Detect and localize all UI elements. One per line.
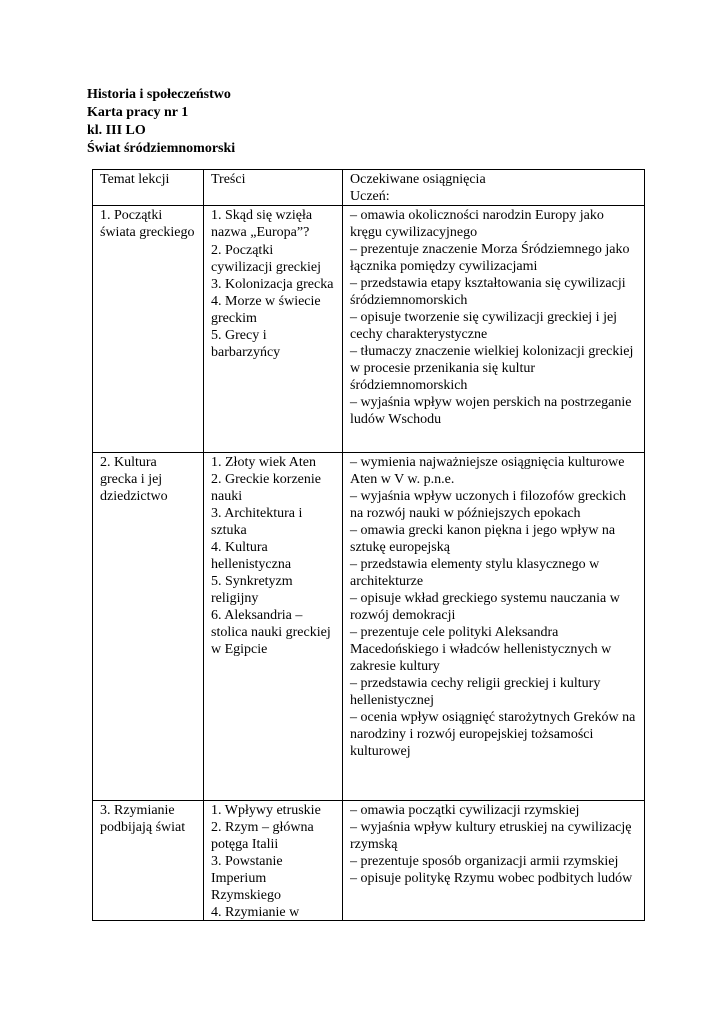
outcome-item: – przedstawia cechy religii greckiej i kultury hellenistycznej xyxy=(350,676,601,708)
content-item: 4. Rzymianie w xyxy=(211,905,300,920)
content-item: 2. Początki cywilizacji greckiej xyxy=(211,243,321,275)
contents-clip xyxy=(211,802,336,920)
document-header xyxy=(87,86,235,158)
class-level: kl. III LO xyxy=(87,123,146,138)
outcome-item: – omawia początki cywilizacji rzymskiej xyxy=(350,803,580,818)
outcome-item: – wyjaśnia wpływ kultury etruskiej na cywilizację rzymską xyxy=(350,820,632,852)
topic-cell: 2. Kultura grecka i jej dziedzictwo xyxy=(93,453,204,801)
outcomes-header-student: Uczeń: xyxy=(350,189,390,204)
content-item: 1. Skąd się wzięła nazwa „Europa”? xyxy=(211,208,313,240)
table-row xyxy=(93,453,645,801)
column-header-topic: Temat lekcji xyxy=(93,170,204,206)
outcome-item: – opisuje politykę Rzymu wobec podbitych ludów xyxy=(350,871,633,886)
content-item: 6. Aleksandria – stolica nauki greckiej w Egipcie xyxy=(211,608,331,657)
subject-title: Historia i społeczeństwo xyxy=(87,87,231,102)
worksheet-number: Karta pracy nr 1 xyxy=(87,105,189,120)
outcome-item: – przedstawia elementy stylu klasycznego w architekturze xyxy=(350,557,600,589)
contents-cell xyxy=(204,453,343,801)
topic-cell: 1. Początki świata greckiego xyxy=(93,206,204,453)
outcome-item: – opisuje wkład greckiego systemu nauczania w rozwój demokracji xyxy=(350,591,620,623)
outcome-item: – prezentuje sposób organizacji armii rzymskiej xyxy=(350,854,619,869)
content-item: 4. Morze w świecie greckim xyxy=(211,294,321,326)
column-header-outcomes xyxy=(343,170,645,206)
content-item: 5. Grecy i barbarzyńcy xyxy=(211,328,281,360)
outcomes-cell xyxy=(343,801,645,921)
contents-cell xyxy=(204,801,343,921)
outcome-item: – wymienia najważniejsze osiągnięcia kulturowe Aten w V w. p.n.e. xyxy=(350,455,625,487)
table-row xyxy=(93,801,645,921)
table-header-row xyxy=(93,170,645,206)
content-item: 4. Kultura hellenistyczna xyxy=(211,540,292,572)
column-header-contents: Treści xyxy=(204,170,343,206)
outcome-item: – wyjaśnia wpływ wojen perskich na postrzeganie ludów Wschodu xyxy=(350,395,632,427)
content-item: 3. Architektura i sztuka xyxy=(211,506,303,538)
content-item: 1. Złoty wiek Aten xyxy=(211,455,316,470)
outcomes-cell xyxy=(343,206,645,453)
outcome-item: – wyjaśnia wpływ uczonych i filozofów greckich na rozwój nauki w późniejszych epokach xyxy=(350,489,627,521)
outcome-item: – omawia grecki kanon piękna i jego wpływ na sztukę europejską xyxy=(350,523,616,555)
content-item: 3. Powstanie Imperium Rzymskiego xyxy=(211,854,283,903)
outcome-item: – ocenia wpływ osiągnięć starożytnych Greków na narodziny i rozwój europejskiej tożsamości kulturowej xyxy=(350,710,636,759)
topic-cell: 3. Rzymianie podbijają świat xyxy=(93,801,204,921)
lesson-plan-table xyxy=(92,169,645,921)
outcomes-cell xyxy=(343,453,645,801)
outcomes-header-line: Oczekiwane osiągnięcia xyxy=(350,172,486,187)
outcomes-clip xyxy=(350,802,638,887)
outcome-item: – prezentuje znaczenie Morza Śródziemnego jako łącznika pomiędzy cywilizacjami xyxy=(350,242,630,274)
outcome-item: – przedstawia etapy kształtowania się cywilizacji śródziemnomorskich xyxy=(350,276,626,308)
content-item: 5. Synkretyzm religijny xyxy=(211,574,293,606)
outcome-item: – prezentuje cele polityki Aleksandra Macedońskiego i władców hellenistycznych w zakresie kultury xyxy=(350,625,612,674)
unit-title: Świat śródziemnomorski xyxy=(87,141,236,156)
contents-cell xyxy=(204,206,343,453)
content-item: 2. Greckie korzenie nauki xyxy=(211,472,321,504)
outcome-item: – omawia okoliczności narodzin Europy jako kręgu cywilizacyjnego xyxy=(350,208,604,240)
table-row xyxy=(93,206,645,453)
outcome-item: – opisuje tworzenie się cywilizacji greckiej i jej cechy charakterystyczne xyxy=(350,310,618,342)
content-item: 3. Kolonizacja grecka xyxy=(211,277,334,292)
content-item: 1. Wpływy etruskie xyxy=(211,803,321,818)
content-item: 2. Rzym – główna potęga Italii xyxy=(211,820,314,852)
outcome-item: – tłumaczy znaczenie wielkiej kolonizacji greckiej w procesie przenikania się kultur śródziemnomorskich xyxy=(350,344,634,393)
